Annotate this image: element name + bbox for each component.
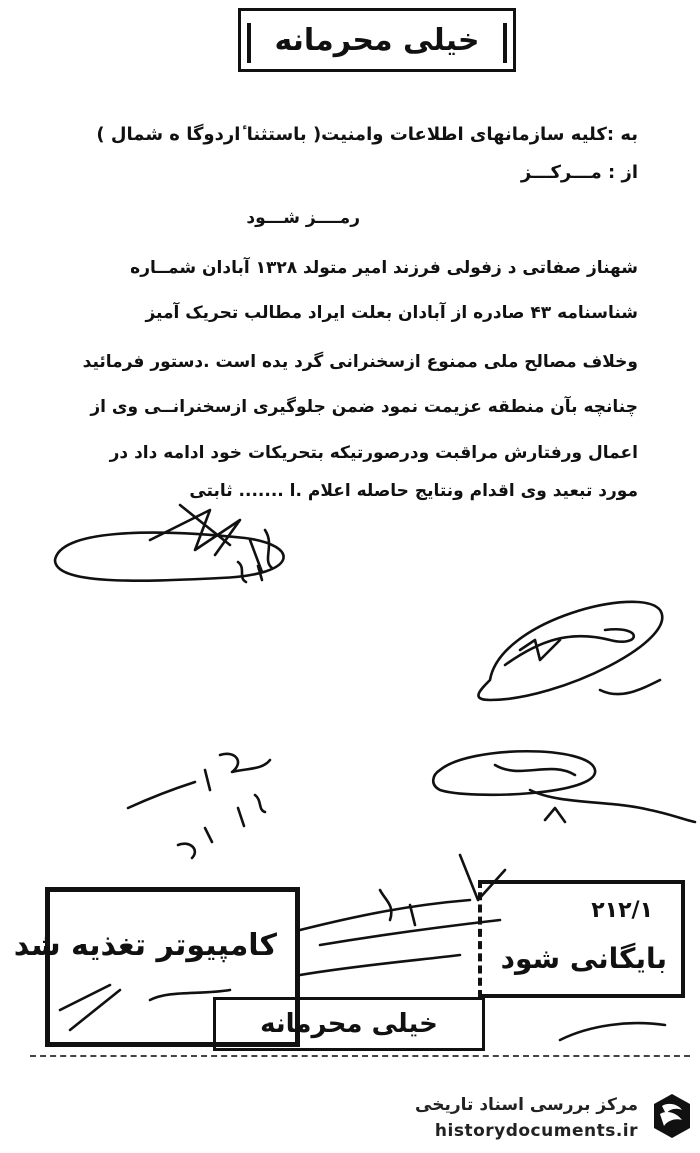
watermark-url[interactable]: historydocuments.ir (434, 1121, 638, 1141)
recipient-line: به :کلیه سازمانهای اطلاعات وامنیت( باستثنا ٔاردوگا ه شمال ) (96, 124, 638, 145)
middle-signature-line (495, 765, 695, 822)
signature-mark-right (250, 530, 272, 572)
body-line-1: شهناز صفاتی د زفولی فرزند امیر متولد ۱۳۲۸ آبادان شمــاره (130, 258, 638, 278)
oval-signature (478, 602, 662, 700)
date-handwriting-2 (178, 795, 265, 858)
signature-scribble (150, 505, 240, 555)
stamp-bar-right (503, 23, 507, 63)
archive-stamp-text: بایگانی شود (500, 942, 667, 975)
signature-numbers (238, 562, 262, 582)
oval-squiggle (505, 629, 634, 665)
archive-number: ۲۱۲/۱ (591, 898, 653, 923)
body-line-4: چنانچه بآن منطقه عزیمت نمود ضمن جلوگیری ازسخنرانــی وی از (90, 397, 638, 417)
watermark-org: مرکز بررسی اسناد تاریخی (415, 1095, 638, 1115)
top-classification-stamp (238, 8, 516, 72)
subject-line: رمــــز شـــود (246, 208, 360, 228)
box-scribble-2 (380, 890, 415, 925)
middle-signature (433, 751, 595, 795)
box-scribble-1 (300, 900, 500, 945)
oval-tail (600, 680, 660, 694)
stamp-bar-left (247, 23, 251, 63)
body-line-6: مورد تبعید وی اقدام ونتایج حاصله اعلام .ا ....... ثابتی (189, 481, 638, 501)
box-scribble-5 (560, 1023, 665, 1040)
sender-line: از : مـــرکـــز (520, 162, 638, 183)
top-stamp-text: خیلی محرمانه (274, 22, 480, 58)
bottom-classification-stamp (213, 997, 485, 1051)
body-line-2: شناسنامه ۴۳ صادره از آبادان بعلت ایراد مطالب تحریک آمیز (145, 303, 638, 323)
archive-stamp (478, 880, 685, 998)
signature-loop (55, 533, 284, 581)
middle-signature-mark (545, 808, 565, 822)
date-handwriting (128, 754, 270, 808)
body-line-5: اعمال ورفتارش مراقبت ودرصورتیکه بتحریکات خود ادامه داد در (109, 443, 638, 463)
body-line-3: وخلاف مصالح ملی ممنوع ازسخنرانی گرد یده است .دستور فرمائید (82, 352, 638, 372)
computer-entry-text: کامپیوتر تغذیه شد (13, 928, 277, 963)
dashed-strip (30, 1055, 690, 1057)
bottom-stamp-text: خیلی محرمانه (260, 1009, 438, 1039)
box-scribble-3 (300, 955, 460, 975)
archive-logo-icon (652, 1092, 692, 1140)
